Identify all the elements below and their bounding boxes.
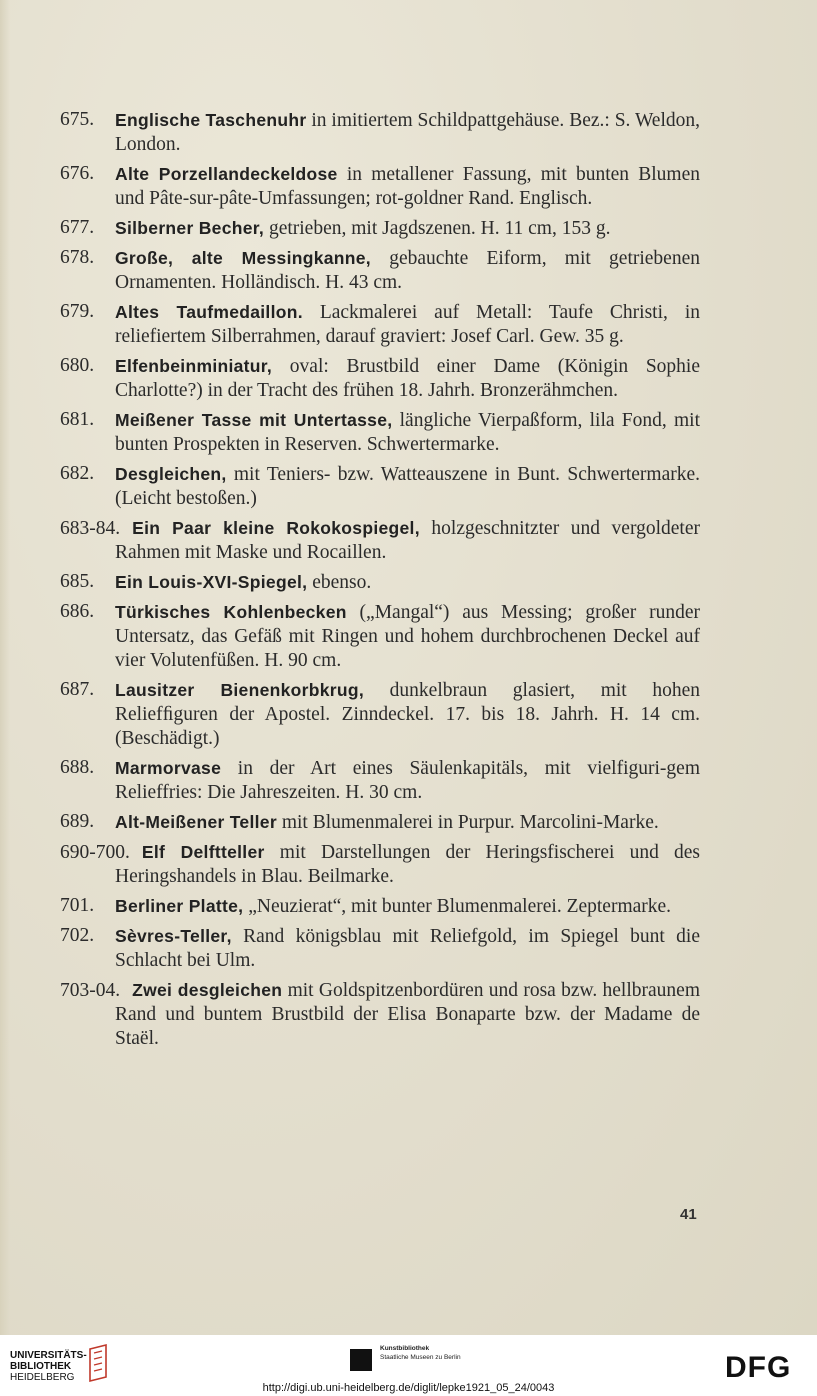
catalogue-entry bbox=[60, 462, 700, 511]
entry-number: 701. bbox=[60, 895, 95, 916]
entry-title: Silberner Becher, bbox=[115, 218, 265, 238]
entry-number: 703-04. bbox=[60, 980, 121, 1001]
entry-number: 678. bbox=[60, 247, 95, 268]
entry-number: 683-84. bbox=[60, 518, 121, 539]
entry-number: 675. bbox=[60, 109, 95, 130]
catalogue-entry bbox=[60, 810, 700, 835]
entry-description: Lackmalerei auf Metall: Taufe Christi, in reliefiertem Silberrahmen, darauf graviert: Josef Carl. Gew. 35 g. bbox=[115, 302, 700, 347]
entry-number: 682. bbox=[60, 463, 95, 484]
entry-title: Alte Porzellandeckeldose bbox=[115, 164, 338, 184]
entry-description: dunkelbraun glasiert, mit hohen Reliefﬁguren der Apostel. Zinndeckel. 17. bis 18. Jahrh. H. 14 cm. (Beschädigt.) bbox=[115, 680, 700, 749]
entry-description: in metallener Fassung, mit bunten Blumen und Pâte-sur-pâte-Umfassungen; rot-goldner Rand. Englisch. bbox=[115, 164, 700, 209]
entry-title: Marmorvase bbox=[115, 758, 222, 778]
entry-title: Desgleichen, bbox=[115, 464, 227, 484]
ub-heidelberg-logo-icon bbox=[84, 1343, 114, 1383]
catalogue-entry bbox=[60, 408, 700, 457]
kunstbibliothek-name bbox=[380, 1344, 461, 1362]
entry-number: 677. bbox=[60, 217, 95, 238]
entry-description: („Mangal“) aus Messing; großer runder Untersatz, das Gefäß mit Ringen und hohem durchbrochenen Deckel auf vier Volutenfüßen. H. 90 cm. bbox=[115, 602, 700, 671]
entry-title: Alt-Meißener Teller bbox=[115, 812, 277, 832]
catalogue-entry bbox=[60, 978, 700, 1051]
entry-number: 687. bbox=[60, 679, 95, 700]
entry-description: mit Blumenmalerei in Purpur. Marcolini-Marke. bbox=[276, 812, 659, 833]
entry-title: Türkisches Kohlenbecken bbox=[115, 602, 347, 622]
dfg-logo: DFG bbox=[725, 1351, 792, 1384]
entry-description: Rand königsblau mit Reliefgold, im Spiegel bunt die Schlacht bei Ulm. bbox=[115, 926, 700, 971]
entry-title: Meißener Tasse mit Untertasse, bbox=[115, 410, 393, 430]
digitization-footer bbox=[0, 1335, 817, 1396]
entry-title: Berliner Platte, bbox=[115, 896, 244, 916]
entry-title: Altes Taufmedaillon. bbox=[115, 302, 303, 322]
entry-description: längliche Vierpaßform, lila Fond, mit bunten Prospekten in Reserven. Schwertermarke. bbox=[115, 410, 700, 455]
entry-number: 686. bbox=[60, 601, 95, 622]
library-name-line: BIBLIOTHEK bbox=[10, 1361, 72, 1372]
entry-number: 681. bbox=[60, 409, 95, 430]
entry-description: ebenso. bbox=[307, 572, 372, 593]
entry-title: Ein Louis-XVI-Spiegel, bbox=[115, 572, 308, 592]
permalink-url[interactable]: http://digi.ub.uni-heidelberg.de/diglit/lepke1921_05_24/0043 bbox=[262, 1382, 555, 1394]
kunstbibliothek-title: Kunstbibliothek bbox=[380, 1345, 430, 1352]
catalogue-entry bbox=[60, 354, 700, 403]
entry-number: 685. bbox=[60, 571, 95, 592]
entry-title: Ein Paar kleine Rokokospiegel, bbox=[132, 518, 420, 538]
entry-title: Zwei desgleichen bbox=[132, 980, 283, 1000]
catalogue-entry bbox=[60, 756, 700, 805]
entry-title: Sèvres-Teller, bbox=[115, 926, 232, 946]
catalogue-entry bbox=[60, 162, 700, 211]
entry-number: 676. bbox=[60, 163, 95, 184]
entry-number: 689. bbox=[60, 811, 95, 832]
catalogue-entry bbox=[60, 894, 700, 919]
catalogue-entry bbox=[60, 570, 700, 595]
catalogue-entry bbox=[60, 216, 700, 241]
entry-description: getrieben, mit Jagdszenen. H. 11 cm, 153 g. bbox=[264, 218, 611, 239]
catalogue-entry bbox=[60, 600, 700, 673]
catalogue-entry bbox=[60, 678, 700, 751]
entry-description: mit Goldspitzenbordüren und rosa bzw. hellbraunem Rand und buntem Brustbild der Elisa Bonaparte bzw. der Madame de Staël. bbox=[115, 980, 700, 1049]
library-name bbox=[10, 1350, 87, 1383]
library-name-line: HEIDELBERG bbox=[10, 1372, 75, 1383]
entry-title: Elfenbeinminiatur, bbox=[115, 356, 273, 376]
entry-description: oval: Brustbild einer Dame (Königin Sophie Charlotte?) in der Tracht des frühen 18. Jahrh. Bronzerähmchen. bbox=[115, 356, 700, 401]
library-name-line: UNIVERSITÄTS- bbox=[10, 1350, 87, 1361]
entry-number: 690-700. bbox=[60, 842, 130, 863]
catalogue-entry bbox=[60, 246, 700, 295]
entry-description: gebauchte Eiform, mit getriebenen Ornamenten. Holländisch. H. 43 cm. bbox=[115, 248, 700, 293]
entry-number: 679. bbox=[60, 301, 95, 322]
entry-number: 688. bbox=[60, 757, 95, 778]
catalogue-entry bbox=[60, 108, 700, 157]
page-number: 41 bbox=[680, 1206, 697, 1223]
kunstbibliothek-logo-icon bbox=[350, 1349, 372, 1371]
entry-description: mit Teniers- bzw. Watteauszene in Bunt. Schwertermarke. (Leicht bestoßen.) bbox=[115, 464, 700, 509]
entry-description: „Neuzierat“, mit bunter Blumenmalerei. Zeptermarke. bbox=[243, 896, 672, 917]
kunstbibliothek-subtitle: Staatliche Museen zu Berlin bbox=[380, 1354, 461, 1361]
catalogue-entry bbox=[60, 924, 700, 973]
entry-number: 702. bbox=[60, 925, 95, 946]
catalogue-entry bbox=[60, 840, 700, 889]
entry-title: Große, alte Messingkanne, bbox=[115, 248, 371, 268]
catalogue-entry bbox=[60, 300, 700, 349]
entry-description: in imitiertem Schildpattgehäuse. Bez.: S. Weldon, London. bbox=[115, 110, 701, 155]
entry-number: 680. bbox=[60, 355, 95, 376]
catalogue-entries bbox=[60, 108, 700, 1056]
entry-title: Lausitzer Bienenkorbkrug, bbox=[115, 680, 365, 700]
entry-description: holzgeschnitzter und vergoldeter Rahmen mit Maske und Rocaillen. bbox=[115, 518, 700, 563]
catalogue-entry bbox=[60, 516, 700, 565]
page-edge-shadow bbox=[0, 0, 10, 1335]
entry-title: Englische Taschenuhr bbox=[115, 110, 307, 130]
entry-title: Elf Delftteller bbox=[141, 842, 265, 862]
entry-description: mit Darstellungen der Heringsfischerei und des Heringshandels in Blau. Beilmarke. bbox=[115, 842, 700, 887]
entry-description: in der Art eines Säulenkapitäls, mit vielfiguri-gem Relieffries: Die Jahreszeiten. H. 30 cm. bbox=[115, 758, 700, 803]
